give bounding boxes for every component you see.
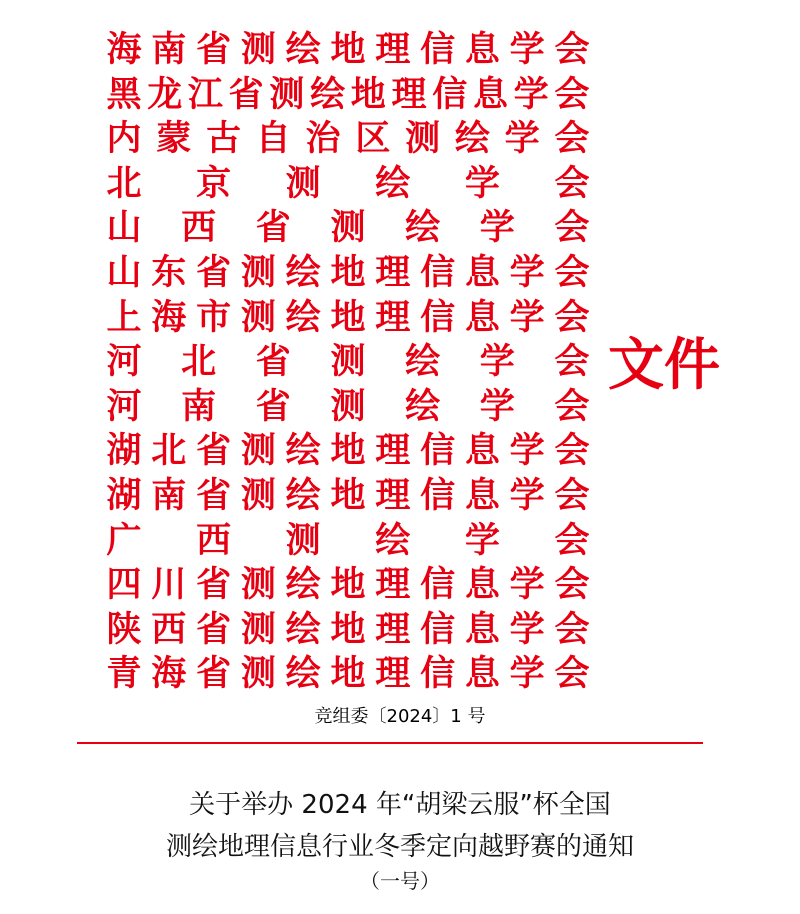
organization-name-char: 测 xyxy=(240,430,276,472)
organization-name-char: 会 xyxy=(554,474,590,516)
organization-name-char: 学 xyxy=(513,73,549,115)
organization-name-char: 上 xyxy=(106,296,142,338)
organization-name-char: 学 xyxy=(504,118,540,160)
organization-name-char: 会 xyxy=(554,118,590,160)
organization-name-char: 测 xyxy=(240,474,276,516)
organization-name-char: 区 xyxy=(355,118,391,160)
organization-name-char: 四 xyxy=(106,564,142,606)
organization-name-char: 学 xyxy=(464,519,500,561)
organization-name xyxy=(106,385,590,430)
organization-name-char: 学 xyxy=(479,341,515,383)
organization-name-char: 市 xyxy=(196,296,232,338)
organization-name-char: 理 xyxy=(375,564,411,606)
organization-name-char: 学 xyxy=(509,564,545,606)
organization-name-char: 地 xyxy=(330,474,366,516)
organization-name-char: 测 xyxy=(240,29,276,70)
organization-name-char: 息 xyxy=(464,564,500,606)
organization-name-char: 息 xyxy=(464,251,500,293)
organization-name-char: 息 xyxy=(464,29,500,70)
organization-name-char: 理 xyxy=(375,296,411,338)
organization-name-char: 信 xyxy=(432,73,468,115)
organization-name-char: 测 xyxy=(285,519,321,561)
organization-name xyxy=(106,563,590,608)
organization-name-char: 绘 xyxy=(310,73,346,115)
organization-name-char: 信 xyxy=(420,430,456,472)
organization-name-char: 绘 xyxy=(375,162,411,204)
organization-name-char: 北 xyxy=(106,162,142,204)
organization-name-char: 学 xyxy=(509,474,545,516)
organization-name-char: 测 xyxy=(285,162,321,204)
organization-name-char: 绘 xyxy=(285,653,321,695)
document-suffix: 文件 xyxy=(608,332,720,398)
organization-name xyxy=(106,28,590,73)
organization-name-char: 息 xyxy=(464,296,500,338)
organization-name-char: 西 xyxy=(196,519,232,561)
organization-name-char: 川 xyxy=(151,564,187,606)
organization-name-char: 自 xyxy=(255,118,291,160)
organization-name-char: 会 xyxy=(554,341,590,383)
organization-name-char: 信 xyxy=(420,653,456,695)
organization-name-char: 信 xyxy=(420,29,456,70)
organization-name-char: 测 xyxy=(405,118,441,160)
organization-name-char: 省 xyxy=(255,207,291,249)
organization-name-char: 河 xyxy=(106,341,142,383)
organization-name-char: 黑 xyxy=(106,73,142,115)
organization-name-char: 地 xyxy=(330,29,366,70)
organization-name-char: 广 xyxy=(106,519,142,561)
organization-name-char: 会 xyxy=(554,162,590,204)
organization-name-char: 会 xyxy=(554,29,590,70)
organization-name-char: 绘 xyxy=(405,385,441,427)
organization-name-char: 江 xyxy=(187,73,223,115)
organization-name-char: 信 xyxy=(420,251,456,293)
organization-name-char: 息 xyxy=(464,474,500,516)
organization-name-char: 绘 xyxy=(285,430,321,472)
organization-name xyxy=(106,608,590,653)
organization-name-char: 会 xyxy=(554,207,590,249)
organization-name-char: 地 xyxy=(350,73,386,115)
organization-name-char: 古 xyxy=(206,118,242,160)
organization-name-char: 省 xyxy=(196,653,232,695)
organization-name-char: 西 xyxy=(181,207,217,249)
organization-name-char: 绘 xyxy=(454,118,490,160)
organization-name-char: 会 xyxy=(554,296,590,338)
organization-name-char: 省 xyxy=(196,564,232,606)
organization-name-char: 绘 xyxy=(285,29,321,70)
organization-name-char: 省 xyxy=(196,608,232,650)
organization-name-char: 学 xyxy=(509,430,545,472)
organization-name-char: 地 xyxy=(330,653,366,695)
organization-name-char: 省 xyxy=(255,385,291,427)
organization-name-char: 学 xyxy=(509,608,545,650)
organization-name-char: 湖 xyxy=(106,474,142,516)
organization-name-char: 南 xyxy=(151,29,187,70)
organization-name-char: 省 xyxy=(228,73,264,115)
organization-name-char: 京 xyxy=(196,162,232,204)
organization-name-char: 会 xyxy=(554,564,590,606)
organization-name-char: 北 xyxy=(151,430,187,472)
organization-name-char: 地 xyxy=(330,251,366,293)
organization-name-char: 省 xyxy=(196,474,232,516)
organization-name-char: 绘 xyxy=(405,207,441,249)
organization-name-char: 内 xyxy=(106,118,142,160)
organization-name xyxy=(106,429,590,474)
organization-name-char: 会 xyxy=(554,251,590,293)
organization-name-char: 会 xyxy=(554,73,590,115)
organization-name-char: 海 xyxy=(151,653,187,695)
organization-name xyxy=(106,340,590,385)
organization-name xyxy=(106,117,590,162)
organization-name-char: 学 xyxy=(509,29,545,70)
organization-name xyxy=(106,652,590,697)
organization-name-char: 西 xyxy=(151,608,187,650)
organization-name-char: 省 xyxy=(196,29,232,70)
organization-name-char: 绘 xyxy=(405,341,441,383)
organization-name-char: 会 xyxy=(554,519,590,561)
organization-name-char: 地 xyxy=(330,564,366,606)
organization-name-char: 息 xyxy=(472,73,508,115)
organization-name-char: 息 xyxy=(464,430,500,472)
organization-name xyxy=(106,519,590,564)
organization-name-char: 治 xyxy=(305,118,341,160)
red-divider xyxy=(77,742,703,744)
organization-name-char: 理 xyxy=(375,430,411,472)
organization-name-char: 南 xyxy=(181,385,217,427)
organization-name-char: 信 xyxy=(420,564,456,606)
organization-name xyxy=(106,251,590,296)
organization-name-char: 陕 xyxy=(106,608,142,650)
organization-name-char: 地 xyxy=(330,430,366,472)
organization-name-char: 理 xyxy=(375,474,411,516)
organization-name-char: 学 xyxy=(509,251,545,293)
organization-name-char: 绘 xyxy=(285,251,321,293)
organization-name-char: 测 xyxy=(240,564,276,606)
organization-name-char: 息 xyxy=(464,653,500,695)
organization-name-char: 青 xyxy=(106,653,142,695)
organization-name-char: 学 xyxy=(464,162,500,204)
organization-name-char: 龙 xyxy=(147,73,183,115)
organization-name-char: 东 xyxy=(151,251,187,293)
organization-name-char: 学 xyxy=(509,653,545,695)
organization-name-char: 绘 xyxy=(285,564,321,606)
organization-name-char: 理 xyxy=(391,73,427,115)
organization-name xyxy=(106,296,590,341)
organization-name-char: 海 xyxy=(106,29,142,70)
organization-name-char: 息 xyxy=(464,608,500,650)
organization-name-char: 蒙 xyxy=(156,118,192,160)
organization-name-char: 会 xyxy=(554,385,590,427)
organization-list xyxy=(106,28,590,697)
organization-name-char: 测 xyxy=(240,251,276,293)
organization-name-char: 绘 xyxy=(285,474,321,516)
organization-name-char: 理 xyxy=(375,653,411,695)
organization-name-char: 海 xyxy=(151,296,187,338)
organization-name-char: 省 xyxy=(196,430,232,472)
organization-name-char: 测 xyxy=(330,207,366,249)
organization-name-char: 北 xyxy=(181,341,217,383)
organization-name-char: 省 xyxy=(196,251,232,293)
organization-name-char: 河 xyxy=(106,385,142,427)
document-number: 竞组委〔2024〕1 号 xyxy=(314,706,486,727)
organization-name-char: 湖 xyxy=(106,430,142,472)
organization-name-char: 学 xyxy=(479,385,515,427)
organization-name-char: 南 xyxy=(151,474,187,516)
organization-name-char: 绘 xyxy=(285,608,321,650)
document-title-line-1: 关于举办 2024 年“胡梁云服”杯全国 xyxy=(189,790,611,820)
organization-name-char: 测 xyxy=(330,385,366,427)
organization-name-char: 山 xyxy=(106,251,142,293)
organization-name xyxy=(106,73,590,118)
organization-name-char: 理 xyxy=(375,251,411,293)
organization-name xyxy=(106,474,590,519)
organization-name-char: 学 xyxy=(479,207,515,249)
organization-name-char: 会 xyxy=(554,608,590,650)
issue-label: （一号） xyxy=(360,869,440,893)
organization-name-char: 理 xyxy=(375,608,411,650)
organization-name-char: 测 xyxy=(240,296,276,338)
organization-name xyxy=(106,206,590,251)
organization-name xyxy=(106,162,590,207)
organization-name-char: 绘 xyxy=(375,519,411,561)
organization-name-char: 地 xyxy=(330,296,366,338)
organization-name-char: 地 xyxy=(330,608,366,650)
organization-name-char: 信 xyxy=(420,474,456,516)
organization-name-char: 理 xyxy=(375,29,411,70)
organization-name-char: 信 xyxy=(420,296,456,338)
organization-name-char: 信 xyxy=(420,608,456,650)
organization-name-char: 学 xyxy=(509,296,545,338)
document-title-line-2: 测绘地理信息行业冬季定向越野赛的通知 xyxy=(165,832,634,862)
organization-name-char: 测 xyxy=(240,608,276,650)
organization-name-char: 会 xyxy=(554,430,590,472)
organization-name-char: 山 xyxy=(106,207,142,249)
organization-name-char: 省 xyxy=(255,341,291,383)
organization-name-char: 测 xyxy=(240,653,276,695)
organization-name-char: 绘 xyxy=(285,296,321,338)
organization-name-char: 测 xyxy=(330,341,366,383)
organization-name-char: 会 xyxy=(554,653,590,695)
organization-name-char: 测 xyxy=(269,73,305,115)
